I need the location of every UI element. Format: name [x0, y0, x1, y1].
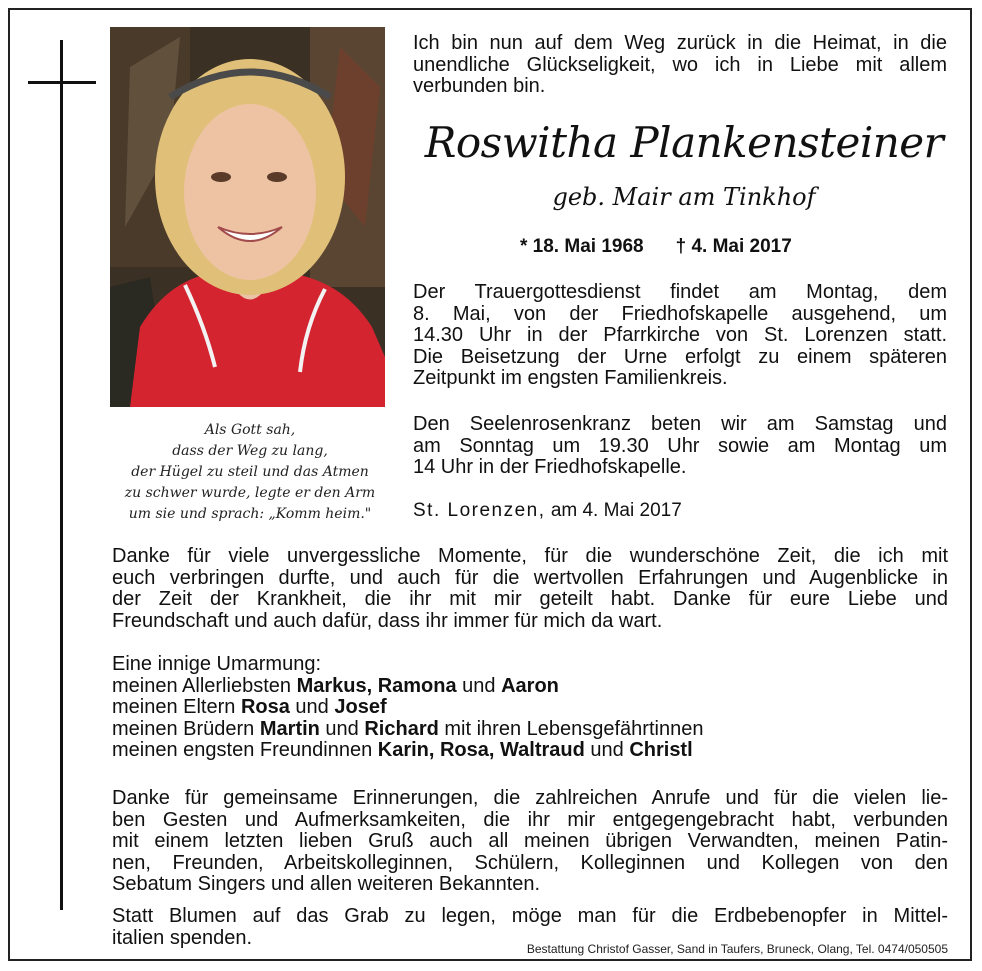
embrace-prefix: meinen engsten Freundinnen	[112, 739, 378, 761]
embrace-prefix: meinen Brüdern	[112, 717, 260, 740]
poem	[100, 420, 400, 525]
embrace-names: Rosa	[240, 696, 290, 718]
rosary-text	[413, 414, 947, 479]
place-date-text: am 4. Mai 2017	[550, 500, 682, 521]
quote-line: verbunden bin.	[413, 75, 546, 97]
donation-line: italien spenden.	[112, 926, 253, 949]
embrace-names: Karin, Rosa, Waltraud	[377, 739, 585, 761]
donation-line: Statt Blumen auf das Grab zu legen, möge man für die Erdbebenopfer in Mittel-	[112, 905, 948, 927]
life-dates	[520, 236, 792, 258]
poem-line: um sie und sprach: „Komm heim."	[128, 506, 372, 522]
poem-line: zu schwer wurde, legte er den Arm	[124, 485, 376, 501]
thanks-closing-text	[112, 788, 948, 896]
embrace-suffix: mit ihren Lebensgefährtinnen	[438, 717, 704, 740]
place-date	[413, 500, 682, 522]
rosary-line: Den Seelenrosenkranz beten wir am Samstag und	[413, 413, 947, 435]
thanks2-line: mit einem letzten lieben Gruß auch all meinen übrigen Verwandten, meinen Patin-	[112, 830, 948, 852]
service-line: 14.30 Uhr in der Pfarrkirche von St. Lorenzen statt.	[413, 324, 947, 346]
death-date: † 4. Mai 2017	[675, 236, 792, 257]
thanks-text	[112, 546, 948, 632]
embrace-prefix: meinen Eltern	[112, 696, 241, 718]
embrace-line	[112, 697, 948, 719]
cross-icon-bar	[28, 81, 96, 84]
thanks2-line: nen, Freunden, Arbeitskolleginnen, Schülern, Kolleginnen und Kollegen von den	[112, 851, 948, 874]
embrace-line	[112, 676, 948, 698]
embrace-list	[112, 654, 948, 762]
thanks-line: euch verbringen durfte, und auch für die wertvollen Erfahrungen und Augenblicke in	[112, 566, 948, 589]
embrace-line	[112, 740, 948, 762]
undertaker-credit: Bestattung Christof Gasser, Sand in Taufers, Bruneck, Olang, Tel. 0474/050505	[526, 942, 948, 956]
embrace-and: und	[456, 674, 502, 697]
service-line: Die Beisetzung der Urne erfolgt zu einem späteren	[413, 345, 947, 368]
place-city: St. Lorenzen,	[413, 500, 546, 521]
service-line: Zeitpunkt im engsten Familienkreis.	[413, 367, 728, 389]
embrace-names: Christl	[629, 739, 693, 761]
rosary-line: 14 Uhr in der Friedhofskapelle.	[413, 456, 687, 478]
embrace-line	[112, 719, 948, 741]
embrace-and: und	[289, 696, 335, 718]
maiden-name: geb. Mair am Tinkhof	[552, 183, 816, 211]
embrace-names: Aaron	[501, 674, 559, 697]
thanks-line: Danke für viele unvergessliche Momente, für die wunderschöne Zeit, die ich mit	[112, 545, 948, 567]
poem-line: Als Gott sah,	[204, 422, 296, 438]
thanks2-line: Danke für gemeinsame Erinnerungen, die zahlreichen Anrufe und für die vielen lie-	[112, 787, 948, 809]
embrace-prefix: meinen Allerliebsten	[112, 674, 297, 697]
embrace-names: Martin	[259, 717, 320, 740]
opening-quote	[413, 33, 947, 98]
service-line: Der Trauergottesdienst findet am Montag, dem	[413, 281, 947, 303]
embrace-and: und	[319, 717, 365, 740]
poem-line: der Hügel zu steil und das Atmen	[131, 464, 369, 480]
poem-line: dass der Weg zu lang,	[172, 443, 328, 459]
thanks2-line: Sebatum Singers und allen weiteren Bekannten.	[112, 873, 541, 895]
thanks2-line: ben Gesten und Aufmerksamkeiten, die ihr mir entgegengebracht habt, verbunden	[112, 808, 948, 831]
cross-icon	[60, 40, 63, 910]
thanks-line: der Zeit der Krankheit, die ihr mit mir geteilt habt. Danke für eure Liebe und	[112, 588, 948, 610]
quote-line: Ich bin nun auf dem Weg zurück in die Heimat, in die	[413, 32, 947, 54]
embrace-and: und	[584, 739, 630, 761]
embrace-names: Richard	[364, 717, 439, 740]
service-line: 8. Mai, von der Friedhofskapelle ausgehend, um	[413, 302, 947, 325]
portrait-photo	[110, 27, 385, 407]
funeral-service-text	[413, 282, 947, 390]
embrace-names: Josef	[334, 696, 387, 718]
rosary-line: am Sonntag um 19.30 Uhr sowie am Montag um	[413, 434, 947, 457]
embrace-names: Markus, Ramona	[296, 674, 457, 697]
thanks-line: Freundschaft und auch dafür, dass ihr immer für mich da wart.	[112, 609, 663, 632]
deceased-name: Roswitha Plankensteiner	[424, 118, 944, 167]
embrace-intro: Eine innige Umarmung:	[112, 653, 321, 675]
birth-date: * 18. Mai 1968	[520, 236, 644, 257]
quote-line: unendliche Glückseligkeit, wo ich in Liebe mit allem	[413, 53, 947, 76]
